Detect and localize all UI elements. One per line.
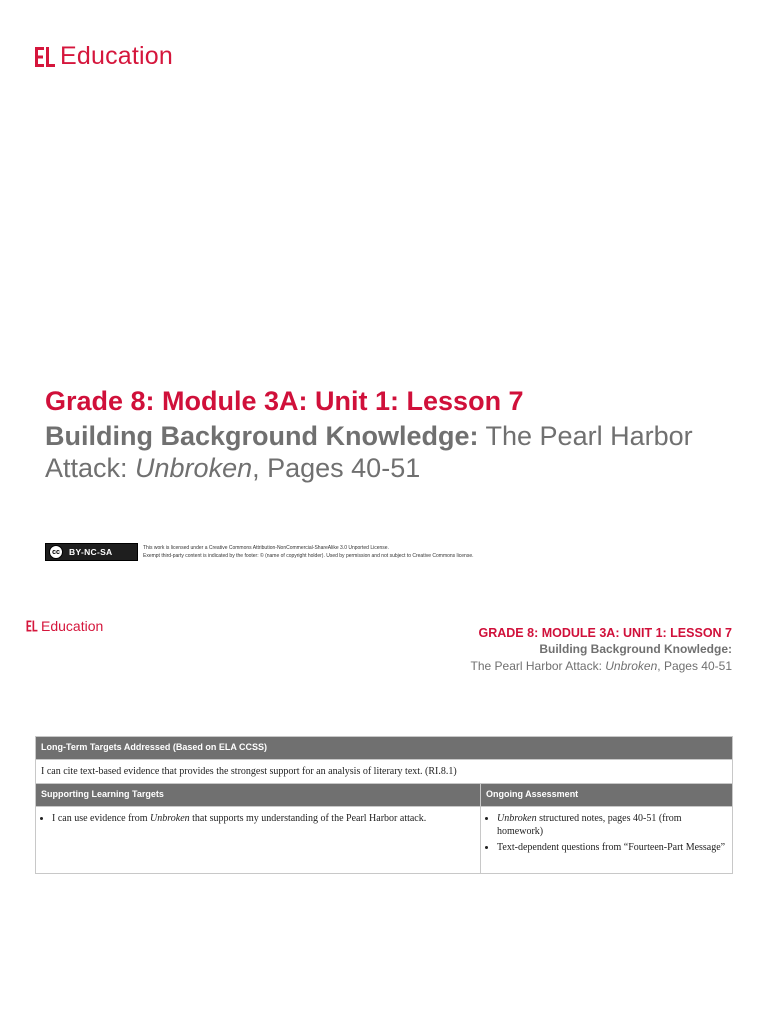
creative-commons-badge: [45, 543, 138, 561]
el-education-logo-small: [26, 618, 103, 634]
target-text-post: that supports my understanding of the Pearl Harbor attack.: [189, 813, 427, 824]
assessment-item: [497, 812, 727, 838]
page-header: [471, 625, 732, 675]
subtitle-bold: Building Background Knowledge:: [45, 421, 479, 451]
license-line-2: Exempt third-party content is indicated by the footer: © (name of copyright holder). Used by permission and not subject to Creative Commons license.: [143, 553, 474, 559]
learning-targets-table: [35, 736, 733, 874]
el-logo-mark-icon: [26, 619, 38, 633]
header-title-line: Building Background Knowledge:: [539, 642, 732, 656]
cc-icon: cc: [49, 545, 63, 559]
subtitle-book-title: Unbroken: [135, 453, 253, 483]
header-lesson-line: GRADE 8: MODULE 3A: UNIT 1: LESSON 7: [478, 626, 732, 640]
cc-badge-label: BY-NC-SA: [69, 547, 113, 557]
license-line-1: This work is licensed under a Creative Commons Attribution-NonCommercial-ShareAlike 3.0 Unported License.: [143, 545, 389, 551]
long-term-target-text: I can cite text-based evidence that provides the strongest support for an analysis of literary text. (RI.8.1): [36, 760, 733, 784]
target-book-title: Unbroken: [150, 813, 190, 824]
target-text-pre: I can use evidence from: [52, 813, 151, 824]
assessment-book-title: Unbroken: [497, 813, 537, 824]
el-logo-mark-icon: [34, 45, 56, 69]
supporting-targets-header: Supporting Learning Targets: [36, 784, 481, 807]
assessment-item-text: structured notes, pages 40-51 (from homework): [497, 813, 682, 837]
logo-wordmark: Education: [41, 618, 104, 634]
lesson-title: Grade 8: Module 3A: Unit 1: Lesson 7: [45, 386, 524, 416]
ongoing-assessment-header: Ongoing Assessment: [481, 784, 733, 807]
subtitle-pages: , Pages 40-51: [252, 453, 421, 483]
el-education-logo: [34, 42, 173, 71]
header-pages: , Pages 40-51: [657, 659, 732, 673]
lesson-subtitle: [45, 420, 705, 484]
header-book-title: Unbroken: [605, 659, 658, 673]
subtitle-part: The Pearl Harbor Attack:: [45, 421, 693, 483]
assessment-item: • Text-dependent questions from “Fourteen-Part Message”: [497, 841, 727, 854]
header-subtitle-pre: The Pearl Harbor Attack:: [470, 659, 606, 673]
license-notice: [143, 544, 474, 560]
supporting-targets-cell: [36, 807, 481, 874]
long-term-targets-header: Long-Term Targets Addressed (Based on ELA CCSS): [36, 737, 733, 760]
logo-wordmark: Education: [60, 42, 173, 70]
ongoing-assessment-cell: [481, 807, 733, 874]
header-subtitle-line: [471, 658, 732, 675]
supporting-target-item: [52, 812, 475, 825]
